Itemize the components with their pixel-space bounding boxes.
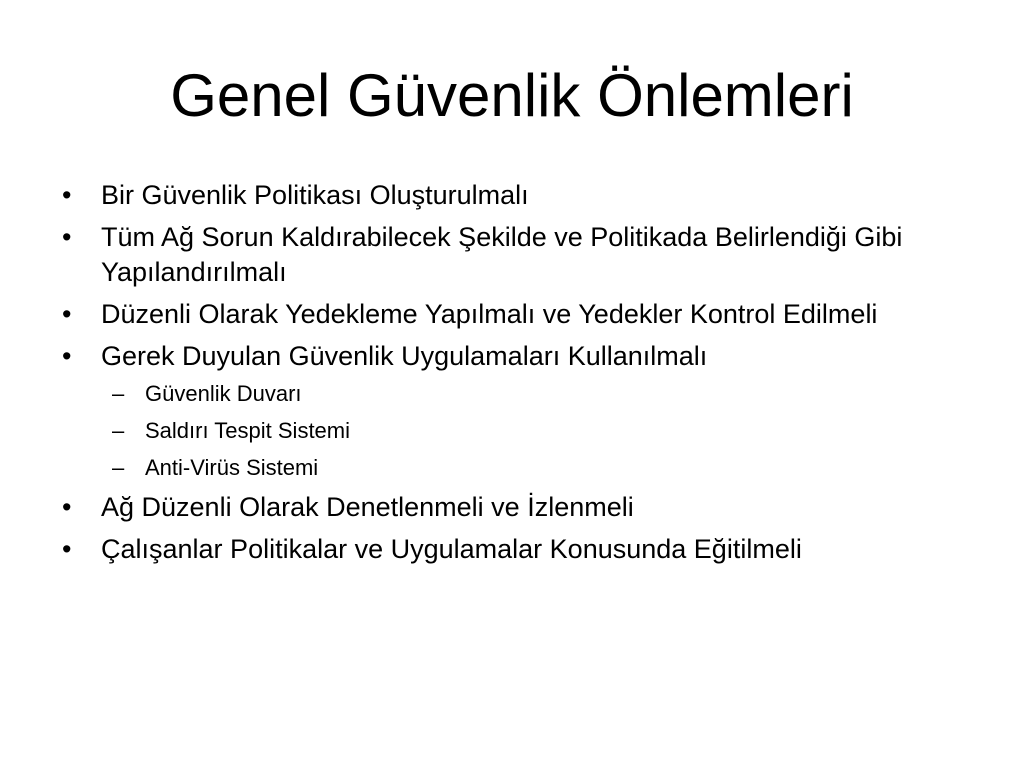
bullet-text: Tüm Ağ Sorun Kaldırabilecek Şekilde ve Politikada Belirlendiği Gibi Yapılandırılmalı (101, 222, 903, 287)
sub-bullet-item (101, 453, 958, 482)
sub-bullet-item (101, 379, 958, 408)
bullet-item (58, 490, 958, 525)
sub-bullet-marker: – (112, 381, 125, 406)
sub-bullet-marker: – (112, 455, 125, 480)
bullet-item (58, 297, 958, 332)
slide-title: Genel Güvenlik Önlemleri (170, 62, 854, 129)
bullet-marker: • (62, 222, 72, 252)
sub-bullet-text: Güvenlik Duvarı (145, 381, 302, 406)
sub-bullet-item (101, 416, 958, 445)
bullet-text: Gerek Duyulan Güvenlik Uygulamaları Kullanılmalı (101, 341, 708, 371)
bullet-marker: • (62, 299, 72, 329)
bullet-text: Bir Güvenlik Politikası Oluşturulmalı (101, 180, 529, 210)
bullet-item (58, 532, 958, 567)
bullet-text: Düzenli Olarak Yedekleme Yapılmalı ve Yedekler Kontrol Edilmeli (101, 299, 878, 329)
bullet-marker: • (62, 492, 72, 522)
bullet-marker: • (62, 341, 72, 371)
bullet-list (58, 178, 958, 574)
bullet-item (58, 178, 958, 213)
bullet-marker: • (62, 534, 72, 564)
sub-bullet-text: Anti-Virüs Sistemi (145, 455, 319, 480)
bullet-marker: • (62, 180, 72, 210)
bullet-item (58, 339, 958, 482)
bullet-text: Ağ Düzenli Olarak Denetlenmeli ve İzlenmeli (101, 492, 634, 522)
sub-bullet-marker: – (112, 418, 125, 443)
bullet-text: Çalışanlar Politikalar ve Uygulamalar Konusunda Eğitilmeli (101, 534, 802, 564)
sub-bullet-list (101, 379, 958, 482)
sub-bullet-text: Saldırı Tespit Sistemi (145, 418, 351, 443)
bullet-item (58, 220, 958, 290)
